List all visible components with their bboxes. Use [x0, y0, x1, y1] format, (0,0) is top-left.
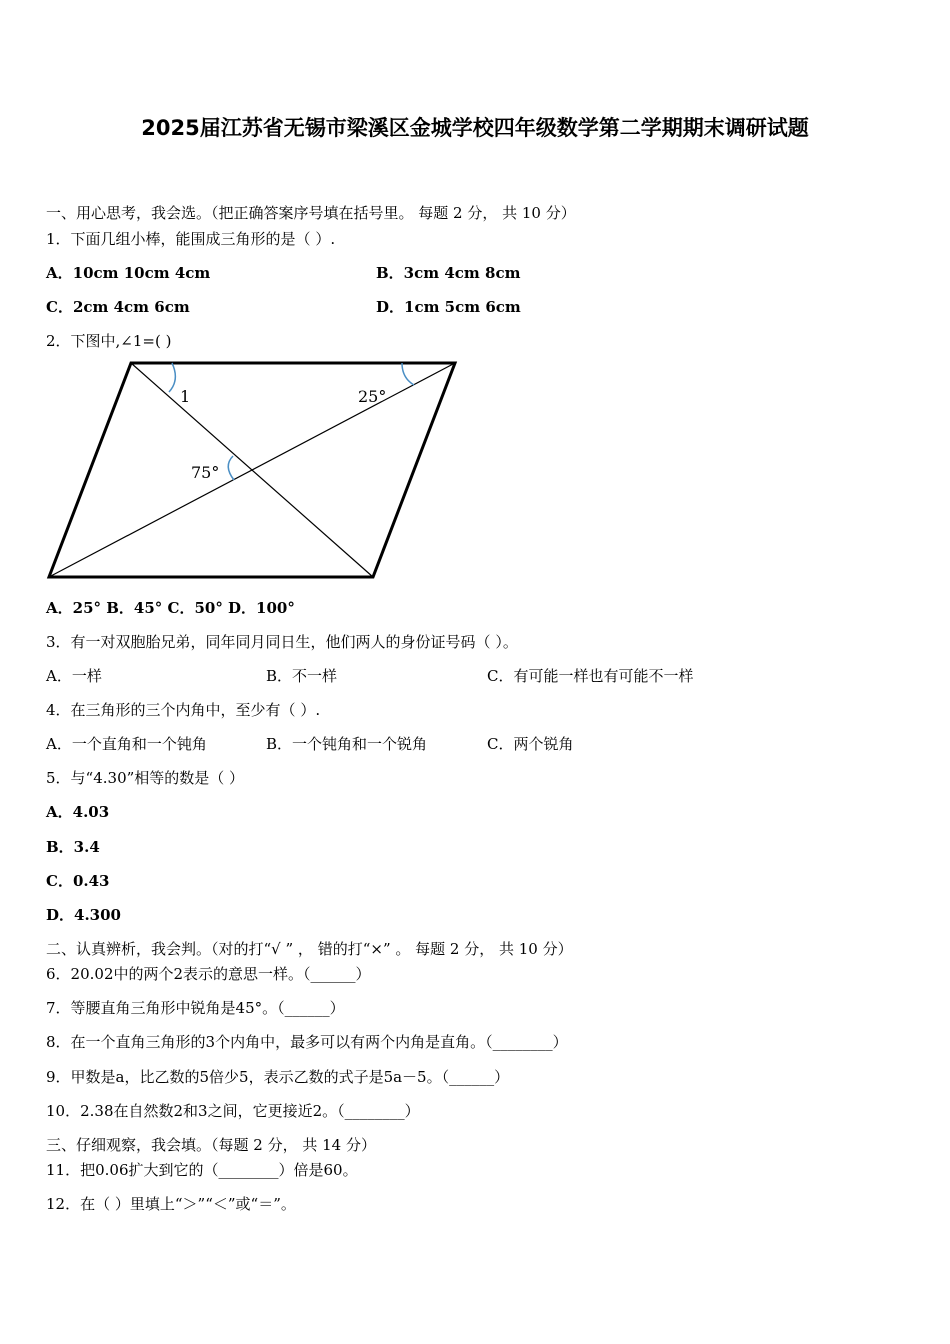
angle-25-arc: [402, 363, 414, 385]
label-angle-25: 25°: [358, 387, 387, 406]
question-5-stem: 5．与“4.30”相等的数是（ ）: [46, 769, 245, 787]
diagonal-2: [49, 363, 455, 577]
question-9: 9．甲数是a，比乙数的5倍少5，表示乙数的式子是5a－5。（______）: [46, 1068, 510, 1086]
question-2-options: A．25° B．45° C．50° D．100°: [46, 599, 295, 617]
question-7: 7．等腰直角三角形中锐角是45°。（______）: [46, 999, 345, 1017]
question-5-option-a: A．4.03: [46, 803, 110, 821]
section-1-heading: 一、用心思考，我会选。（把正确答案序号填在括号里。 每题 2 分， 共 10 分）: [46, 204, 576, 222]
question-11: 11．把0.06扩大到它的（________）倍是60。: [46, 1161, 358, 1179]
section-3-heading: 三、仔细观察，我会填。（每题 2 分， 共 14 分）: [46, 1136, 376, 1154]
parallelogram-figure: [44, 358, 464, 583]
question-5-option-d: D．4.300: [46, 906, 121, 924]
question-1-option-a: A．10cm 10cm 4cm: [46, 264, 211, 282]
question-10: 10．2.38在自然数2和3之间，它更接近2。（________）: [46, 1102, 420, 1120]
question-1-option-b: B．3cm 4cm 8cm: [376, 264, 521, 282]
question-4-option-b: B．一个钝角和一个锐角: [266, 735, 428, 753]
question-5-option-c: C．0.43: [46, 872, 110, 890]
question-3-option-a: A．一样: [46, 667, 102, 685]
label-angle-75: 75°: [191, 463, 220, 482]
question-3-option-c: C．有可能一样也有可能不一样: [487, 667, 694, 685]
page-title: 2025届江苏省无锡市梁溪区金城学校四年级数学第二学期期末调研试题: [141, 116, 809, 140]
question-3-stem: 3．有一对双胞胎兄弟，同年同月同日生，他们两人的身份证号码（ ）。: [46, 633, 518, 651]
question-1-option-c: C．2cm 4cm 6cm: [46, 298, 190, 316]
angle-75-arc: [228, 456, 234, 480]
question-12: 12．在（ ）里填上“＞”“＜”或“＝”。: [46, 1195, 296, 1213]
section-2-heading: 二、认真辨析，我会判。（对的打“√ ” ， 错的打“×” 。 每题 2 分， 共 10 分）: [46, 940, 573, 958]
question-3-option-b: B．不一样: [266, 667, 338, 685]
question-4-option-a: A．一个直角和一个钝角: [46, 735, 207, 753]
question-2-stem: 2．下图中,∠1=( ): [46, 332, 172, 350]
question-8: 8．在一个直角三角形的3个内角中，最多可以有两个内角是直角。（________）: [46, 1033, 568, 1051]
question-1-option-d: D．1cm 5cm 6cm: [376, 298, 521, 316]
question-4-option-c: C．两个锐角: [487, 735, 574, 753]
question-1-stem: 1．下面几组小棒，能围成三角形的是（ ）.: [46, 230, 336, 248]
label-angle-1: 1: [180, 387, 191, 406]
question-4-stem: 4．在三角形的三个内角中，至少有（ ）.: [46, 701, 321, 719]
question-5-option-b: B．3.4: [46, 838, 100, 856]
question-6: 6．20.02中的两个2表示的意思一样。（______）: [46, 965, 371, 983]
angle-1-arc: [169, 363, 175, 392]
